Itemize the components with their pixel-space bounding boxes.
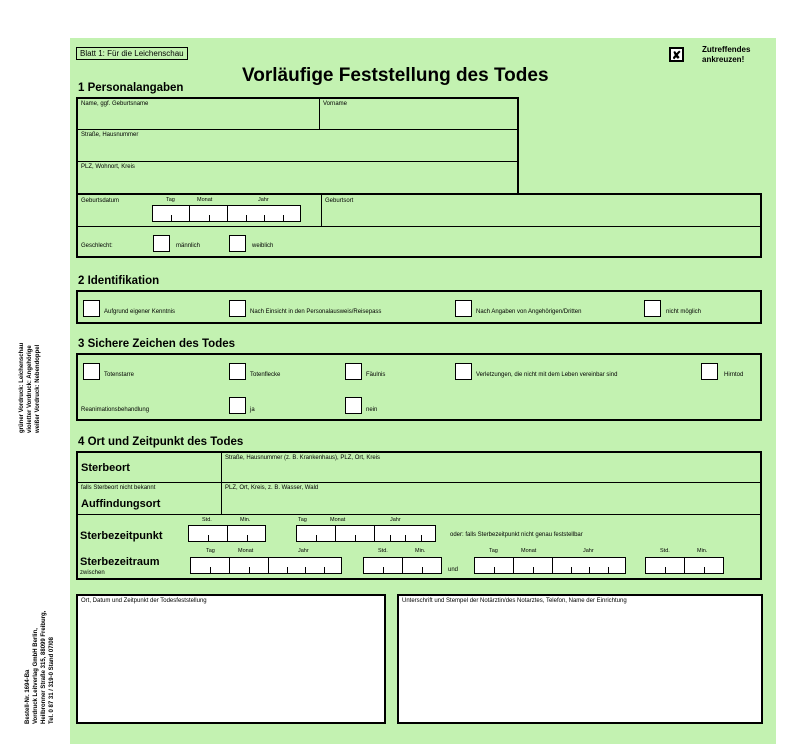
death-minute-input[interactable] — [227, 525, 266, 542]
copy-line: grüner Vordruck: Leichenschau — [19, 342, 25, 433]
id-option-label: Aufgrund eigener Kenntnis — [104, 309, 176, 315]
from-month-input[interactable] — [229, 557, 269, 574]
male-checkbox[interactable] — [153, 235, 170, 252]
from-year-input[interactable] — [268, 557, 342, 574]
publisher-line: Bestell-Nr. 1694-Ba — [25, 669, 31, 724]
date-place-of-determination-field[interactable] — [76, 594, 386, 724]
year-label: Jahr — [583, 548, 594, 554]
rigor-mortis-checkbox[interactable] — [83, 363, 100, 380]
publisher-note — [24, 611, 56, 724]
copy-line: violetter Vordruck: Angehörige — [27, 345, 33, 433]
vorname-field[interactable] — [319, 97, 519, 130]
sheet-label: Blatt 1: Für die Leichenschau — [76, 47, 188, 60]
plz-field[interactable] — [76, 161, 519, 194]
section-4-heading: 4 Ort und Zeitpunkt des Todes — [78, 436, 244, 448]
id-option-label: Nach Angaben von Angehörigen/Dritten — [476, 309, 582, 315]
year-label: Jahr — [258, 197, 269, 203]
death-place-label-cell — [76, 451, 222, 483]
date-place-label: Ort, Datum und Zeitpunkt der Todesfeststellung — [81, 598, 207, 604]
section-3-heading: 3 Sichere Zeichen des Todes — [78, 338, 236, 350]
month-label: Monat — [521, 548, 537, 554]
copy-distribution-note — [18, 343, 42, 433]
hour-label: Std. — [378, 548, 388, 554]
section-2-heading: 2 Identifikation — [78, 275, 160, 287]
brain-death-checkbox[interactable] — [701, 363, 718, 380]
to-year-input[interactable] — [552, 557, 626, 574]
to-hour-input[interactable] — [645, 557, 685, 574]
sign-label: Totenstarre — [104, 372, 135, 378]
birthdate-label: Geburtsdatum — [81, 198, 120, 204]
birthplace-label: Geburtsort — [325, 198, 354, 204]
death-day-input[interactable] — [296, 525, 336, 542]
copy-line: weißer Vordruck: Nebendoppel — [35, 344, 41, 433]
resuscitation-yes-checkbox[interactable] — [229, 397, 246, 414]
or-note: oder: falls Sterbezeitpunkt nicht genau feststellbar — [450, 532, 583, 538]
to-month-input[interactable] — [513, 557, 553, 574]
form-title: Vorläufige Feststellung des Todes — [242, 65, 549, 86]
vorname-label: Vorname — [323, 101, 348, 107]
resuscitation-label: Reanimationsbehandlung — [81, 407, 150, 413]
id-relatives-checkbox[interactable] — [455, 300, 472, 317]
month-label: Monat — [330, 517, 346, 523]
hour-label: Std. — [660, 548, 670, 554]
plz-label: PLZ, Wohnort, Kreis — [81, 164, 135, 170]
name-label: Name, ggf. Geburtsname — [81, 101, 149, 107]
female-checkbox[interactable] — [229, 235, 246, 252]
publisher-line: Heilbronner Straße 315, 88099 Freiburg, — [41, 610, 47, 724]
found-place-title: Auffindungsort — [81, 498, 161, 510]
id-option-label: nicht möglich — [666, 309, 702, 315]
death-certificate-form — [70, 38, 776, 744]
minute-label: Min. — [697, 548, 708, 554]
street-label: Straße, Hausnummer — [81, 132, 139, 138]
hour-label: Std. — [202, 517, 212, 523]
found-place-field[interactable] — [221, 482, 762, 515]
death-signs-box — [76, 353, 762, 421]
day-label: Tag — [206, 548, 215, 554]
if-unknown-label: falls Sterbeort nicht bekannt — [81, 485, 156, 491]
check-instruction: Zutreffendes ankreuzen! — [702, 45, 751, 64]
male-label: männlich — [176, 243, 201, 249]
resuscitation-no-checkbox[interactable] — [345, 397, 362, 414]
section-1-heading: 1 Personalangaben — [78, 82, 184, 94]
signature-label: Unterschrift und Stempel der Notärztin/des Notarztes, Telefon, Name der Einrichtung — [402, 598, 627, 604]
death-month-input[interactable] — [335, 525, 375, 542]
from-hour-input[interactable] — [363, 557, 403, 574]
birth-month-input[interactable] — [189, 205, 228, 222]
livor-mortis-checkbox[interactable] — [229, 363, 246, 380]
minute-label: Min. — [240, 517, 251, 523]
sign-label: Totenflecke — [250, 372, 281, 378]
birth-year-input[interactable] — [227, 205, 301, 222]
day-label: Tag — [298, 517, 307, 523]
month-label: Monat — [238, 548, 254, 554]
gender-row — [76, 226, 762, 258]
death-place-field[interactable] — [221, 451, 762, 483]
publisher-line: Tel. 0 87 31 / 319-0 Stand 07/08 — [49, 637, 55, 724]
from-day-input[interactable] — [190, 557, 230, 574]
month-label: Monat — [197, 197, 213, 203]
sign-label: Fäulnis — [366, 372, 386, 378]
and-label: und — [448, 567, 459, 573]
year-label: Jahr — [390, 517, 401, 523]
gender-label: Geschlecht: — [81, 243, 113, 249]
sign-label: Verletzungen, die nicht mit dem Leben vereinbar sind — [476, 372, 618, 378]
yes-label: ja — [250, 407, 255, 413]
birthdate-field — [76, 193, 322, 227]
identification-row — [76, 290, 762, 324]
publisher-line: Vordruck Leitverlag GmbH Berlin, — [33, 628, 39, 724]
sign-label: Hirntod — [724, 372, 744, 378]
day-label: Tag — [489, 548, 498, 554]
death-time-title: Sterbezeitpunkt — [80, 530, 163, 542]
from-minute-input[interactable] — [402, 557, 442, 574]
id-not-possible-checkbox[interactable] — [644, 300, 661, 317]
day-label: Tag — [166, 197, 175, 203]
to-minute-input[interactable] — [684, 557, 724, 574]
between-label: zwischen — [80, 570, 105, 576]
found-place-address-label: PLZ, Ort, Kreis, z. B. Wasser, Wald — [225, 485, 319, 491]
year-label: Jahr — [298, 548, 309, 554]
no-label: nein — [366, 407, 378, 413]
id-passport-checkbox[interactable] — [229, 300, 246, 317]
decomposition-checkbox[interactable] — [345, 363, 362, 380]
id-option-label: Nach Einsicht in den Personalausweis/Reisepass — [250, 309, 382, 315]
signature-stamp-field[interactable] — [397, 594, 763, 724]
birth-day-input[interactable] — [152, 205, 190, 222]
death-time-box — [76, 514, 762, 580]
female-label: weiblich — [252, 243, 274, 249]
minute-label: Min. — [415, 548, 426, 554]
death-place-address-label: Straße, Hausnummer (z. B. Krankenhaus), PLZ, Ort, Kreis — [225, 455, 381, 461]
to-day-input[interactable] — [474, 557, 514, 574]
birthplace-field[interactable] — [321, 193, 762, 227]
death-hour-input[interactable] — [188, 525, 228, 542]
death-year-input[interactable] — [374, 525, 436, 542]
death-period-title: Sterbezeitraum — [80, 556, 160, 568]
id-own-knowledge-checkbox[interactable] — [83, 300, 100, 317]
found-place-label-cell — [76, 482, 222, 515]
death-place-title: Sterbeort — [81, 462, 130, 474]
check-example-box: ✘ — [669, 47, 684, 62]
name-field[interactable] — [76, 97, 320, 130]
fatal-injuries-checkbox[interactable] — [455, 363, 472, 380]
street-field[interactable] — [76, 129, 519, 162]
